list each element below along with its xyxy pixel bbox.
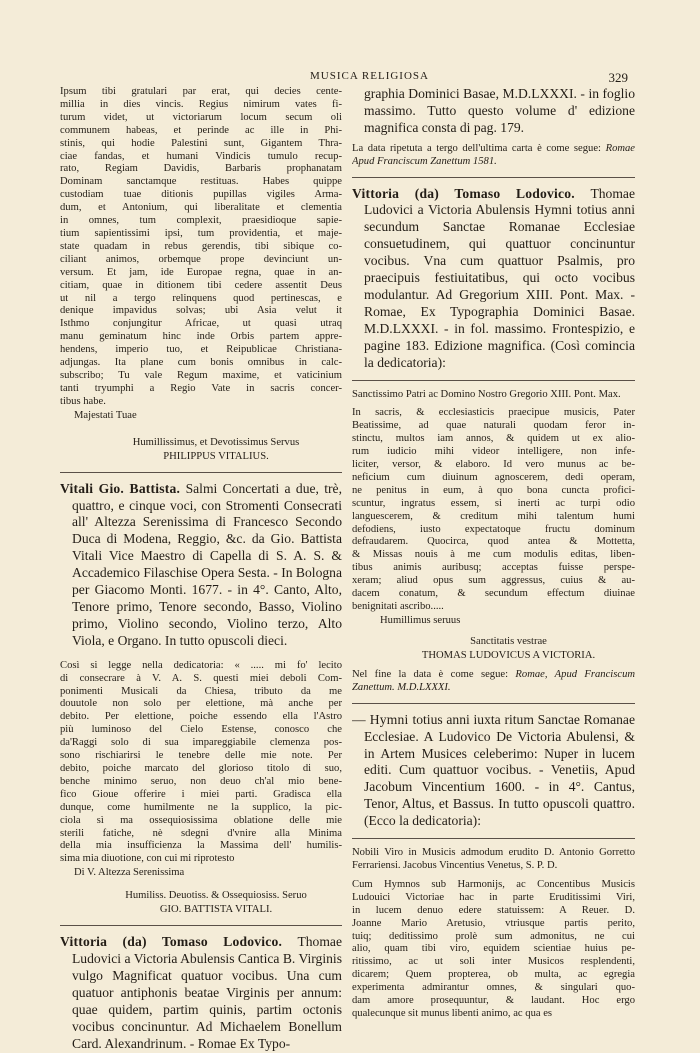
text-line: ciliant animos, orbemque prope devinciunt un- — [60, 253, 342, 265]
signature-line: Sanctitatis vestrae — [470, 635, 547, 647]
text-line: alio, quam tibi viro, equidem scientiae huius pe- — [352, 943, 635, 955]
text-line: di consecrare à V. A. S. questi miei deboli Com- — [60, 672, 342, 684]
text-line: turum videt, ut victoriarum locum secum oli — [60, 111, 342, 123]
text-line: defraudarem. Quocirca, quod antea & Mottetta, — [352, 536, 635, 548]
date-note-imprint: Romae, Apud Franciscum Zanettum. M.D.LXXXI. — [352, 668, 635, 693]
text-line: Ipsum tibi gratulari par erat, qui decies cente- — [60, 86, 342, 97]
date-note — [352, 669, 635, 695]
altezza-line: Di V. Altezza Serenissima — [74, 867, 185, 879]
text-line: defodiens, iusto expectatoque fructu dominum — [352, 523, 635, 535]
divider — [60, 472, 342, 473]
text-line: versum. Et jam, ide Europae regna, quae in an- — [60, 266, 342, 278]
text-line: Cum Hymnos sub Harmonijs, ac Concentibus Musicis — [352, 878, 635, 890]
right-column — [352, 86, 635, 1021]
text-line: benche minimo seruo, non deuo ch'al mio bene- — [60, 775, 342, 787]
divider — [352, 380, 635, 381]
entry-text: Salmi Concertati a due, trè, quattro, e cinque voci, con Stromenti Consecrati all' Altezza Serenissima di Francesco Secondo Duca di Modena, Reggio, &c. da Gio. Battista Vitali Vice Maestro di Capella di S. A. S. & Accademico Filaschise Opera Sesta. - In Bologna per Giacomo Monti. 1677. - in 4°. Canto, Alto, Tenore primo, Tenore secondo, Basso, Violino primo, Violino secondo, Violino terzo, Alto Viola, e Organo. In tutto opuscoli dieci. — [72, 480, 342, 648]
divider — [60, 925, 342, 926]
text-line: ne penitus in eum, à quo bona cuncta profici- — [352, 484, 635, 496]
text-line: ponimenti Musicali da Chiesa, tributo da me — [60, 685, 342, 697]
text-line: millia in dies vincis. Regius nimirum vates fi- — [60, 98, 342, 110]
text-line: In sacris, & ecclesiasticis praecipue musicis, Pater — [352, 407, 635, 419]
majestati-line: Majestati Tuae — [74, 409, 137, 421]
text-line: languescerem, & creditum mihi talentum humi — [352, 510, 635, 522]
text-line: della mia insufficienza la Massima dell' humilis- — [60, 840, 342, 852]
text-line: debito, poiche marcato del glorioso titolo di suo, — [60, 762, 342, 774]
text-line: in omnes, tum complexit, praesidioque sapie- — [60, 215, 342, 227]
text-line: dunque, come humilmente ne la supplico, la pic- — [60, 801, 342, 813]
divider — [352, 177, 635, 178]
text-line: sima mia diuotione, con cui mi riprotesto — [60, 853, 235, 865]
signature-name: GIO. BATTISTA VITALI. — [159, 904, 273, 916]
text-line: rato, Regiam Davidis, Barbaris prophanatam — [60, 163, 342, 175]
text-line: Joanne Mario Aretusio, vtriusque partis perito, — [352, 917, 635, 929]
entry-author: Vittoria (da) Tomaso Lodovico. — [60, 934, 298, 950]
text-line: Beatissime, ad quae naturali quodam feror in- — [352, 420, 635, 432]
text-line: più luminoso del Cielo Estense, conosco che — [60, 724, 342, 736]
text-line: ut nil a tergo relinquens quod pertinescas, e — [60, 292, 342, 304]
text-line: ritissimo, ac ut soli inter Musicos resplendenti, — [352, 956, 635, 968]
text-line: tanti tryumphi a Regio Vate in sacris concer- — [60, 382, 342, 394]
entry-victoria-magnificat — [60, 934, 342, 1052]
text-line: state quadam in rebus gerendis, tibi sibique co- — [60, 240, 342, 252]
text-line: liciter, versor, & elaboro. Id vero munus ac be- — [352, 459, 635, 471]
text-line: Così si legge nella dedicatoria: « ..... mi fo' lecito — [60, 659, 342, 671]
entry-victoria-hymni-venetiis — [352, 712, 635, 830]
text-line: Dominam sanctamque restituas. Habes quippe — [60, 176, 342, 188]
entry-author: — Hymni — [352, 711, 413, 727]
entry-victoria-hymni — [352, 186, 635, 372]
date-note — [352, 143, 635, 169]
text-line: dam amore prosequuntur, & laudant. Hoc ergo — [352, 995, 635, 1007]
latin-dedication-victoria — [352, 407, 635, 614]
date-note-text: La data ripetuta a tergo dell'ultima carta è come segue: — [352, 142, 601, 154]
text-line: qualecunque sit munus libenti animo, ac qua es — [352, 1007, 553, 1019]
entry-text: Thomae Ludovici a Victoria Abulensis Hymni totius anni secundum Sanctae Romanae Ecclesiae consuetudinem, qui quattuor concinuntur vocibus. Vna cum quattuor Psalmis, pro praecipuis festiuitatibus, qui octo vocibus modulantur. Ad Gregorium XIII. Pont. Max. - Romae, Ex Typographia Dominici Basae. M.D.LXXXI. - in fol. massimo. Frontespizio, e pagine 183. Edizione magnifica. (Così comincia la dedicatoria): — [364, 185, 635, 370]
text-line: citiam, quae in ditionem tibi cedere assentit Deus — [60, 279, 342, 291]
header-title: MUSICA RELIGIOSA — [310, 70, 429, 82]
text-line: tium sapientissimi ipsi, tum providentia, et maje- — [60, 227, 342, 239]
latin-dedication — [60, 86, 342, 409]
text-line: douutole non solo per elettione, mà anche per — [60, 698, 342, 710]
text-line: sterili fatiche, nè sdegni d'vnire alla Minima — [60, 827, 342, 839]
text-line: tibus habe. — [60, 395, 106, 407]
entry-author: Vittoria (da) Tomaso Lodovico. — [352, 185, 591, 201]
text-line: scuntur, ingratus essem, si inerti ac turpi odio — [352, 497, 635, 509]
latin-dedication-vincentius — [352, 879, 635, 1021]
text-line: subscribo; Tu vale Regum maxime, et vaticinium — [60, 369, 342, 381]
entry-continuation: graphia Dominici Basae, M.D.LXXXI. - in foglio massimo. Tutto questo volume d' edizione magnifica consta di pag. 179. — [364, 86, 635, 135]
signature-line: Humillissimus, et Devotissimus Servus — [132, 436, 300, 448]
signature-victoria — [382, 635, 635, 663]
text-line: communem habeas, et perinde ac ille in Phi- — [60, 124, 342, 136]
text-line: stinctu, multos iam annos, & quidem ut ex alio- — [352, 433, 635, 445]
text-line: dacem conatum, & secundum effectum diuinae — [352, 588, 635, 600]
dedication-address: Nobili Viro in Musicis admodum erudito D. Antonio Gorretto Ferrariensi. Jacobus Vincentius Venetus, S. P. D. — [352, 847, 635, 871]
text-line: debito. Per elettione, poiche essendo ella l'Astro — [60, 711, 342, 723]
page-number: 329 — [608, 70, 628, 85]
entry-vitali — [60, 481, 342, 650]
text-line: tuiq; deditissimo prolè sum admonitus, ne cui — [352, 930, 635, 942]
entry-text: Thomae Ludovici a Victoria Abulensis Cantica B. Virginis vulgo Magnificat quatuor vocibus. Una cum quatuor antiphonis beatae Virginis per annum: quae quidem, partim quinis, partim octonis vocibus concinuntur. Ad Michaelem Bonellum Card. Alexandrinum. - Romae Ex Typo- — [72, 934, 342, 1051]
text-line: dicarem; Quem propterea, ob multa, ac egregia — [352, 969, 635, 981]
text-line: custodiam tuae ditionis pupillas vigiles Arma- — [60, 189, 342, 201]
signature-name: PHILIPPUS VITALIUS. — [163, 450, 269, 462]
text-line: & Missas nouis à me cum modulis editas, liben- — [352, 549, 635, 561]
date-note-text: Nel fine la data è come segue: — [352, 668, 509, 680]
italian-dedication — [60, 660, 342, 867]
text-line: da'Raggi solo di sua impareggiabile clemenza pos- — [60, 737, 342, 749]
text-line: ciola sì ma ossequiosissima oblatione delle mie — [60, 814, 342, 826]
date-note-imprint: Romae Apud Franciscum Zanettum 1581. — [352, 142, 635, 167]
signature-name: THOMAS LUDOVICUS A VICTORIA. — [421, 649, 596, 661]
text-line: sono rischiarirsi le tenebre delle mie note. Per — [60, 750, 342, 762]
text-line: ciae fandas, et humani Vindicis tumulo recup- — [60, 150, 342, 162]
divider — [352, 838, 635, 839]
dedication-address: Sanctissimo Patri ac Domino Nostro Gregorio XIII. Pont. Max. — [352, 388, 621, 400]
text-line: tibus animis auribusq; acceptas fuisse perspe- — [352, 562, 635, 574]
humillimus-line: Humillimus seruus — [380, 614, 461, 626]
text-line: hendens, imperio tuo, et Reipublicae Christiana- — [60, 344, 342, 356]
entry-text: totius anni iuxta ritum Sanctae Romanae Ecclesiae. A Ludovico De Victoria Abulensi, & in Artem Musices celeberimo: Nuper in lucem editi. Cum quattuor vocibus. - Venetiis, Apud Jacobum Vincentium 1600. - in 4°. Cantus, Tenor, Altus, et Bassus. In tutto opuscoli quattro. (Ecco la dedicatoria): — [364, 711, 635, 829]
signature-vitali — [90, 889, 342, 917]
text-line: denique impavidus solvas; ubi Asia velut it — [60, 305, 342, 317]
text-line: fico Gioue offerire i miei parti. Gradisca ella — [60, 788, 342, 800]
left-column — [60, 86, 342, 1053]
text-line: benignitati ascribo..... — [352, 601, 444, 612]
text-line: neficium cum diuinum agnoscerem, dedi operam, — [352, 471, 635, 483]
text-line: adjungas. Ita plane cum bonis omnibus in calc- — [60, 357, 342, 369]
signature-vitalius — [90, 436, 342, 464]
text-line: stinis, qui hodie Palestini sunt, Gigantem Thra- — [60, 137, 342, 149]
text-line: dum, et Antonium, qui liberalitate et clementia — [60, 202, 342, 214]
text-line: experimenta admirantur omnes, & singulari quo- — [352, 982, 635, 994]
text-line: xeram; aliud opus sum aggressus, cuius & au- — [352, 575, 635, 587]
entry-author: Vitali Gio. Battista. — [60, 480, 186, 496]
divider — [352, 703, 635, 704]
text-line: rum iudicio mihi videor intelligere, non infe- — [352, 446, 635, 458]
text-line: Isthmo conjungitur Africae, ut quasi utraq — [60, 318, 342, 330]
signature-line: Humiliss. Deuotiss. & Ossequiosiss. Seruo — [125, 890, 307, 902]
text-line: Ludouici Victoriae hac in parte Eruditissimi Viri, — [352, 891, 635, 903]
text-line: in lucem denuo edere statuissem: A Reuer. D. — [352, 904, 635, 916]
text-line: manu geminatum hinc inde Orbis partem appre- — [60, 331, 342, 343]
